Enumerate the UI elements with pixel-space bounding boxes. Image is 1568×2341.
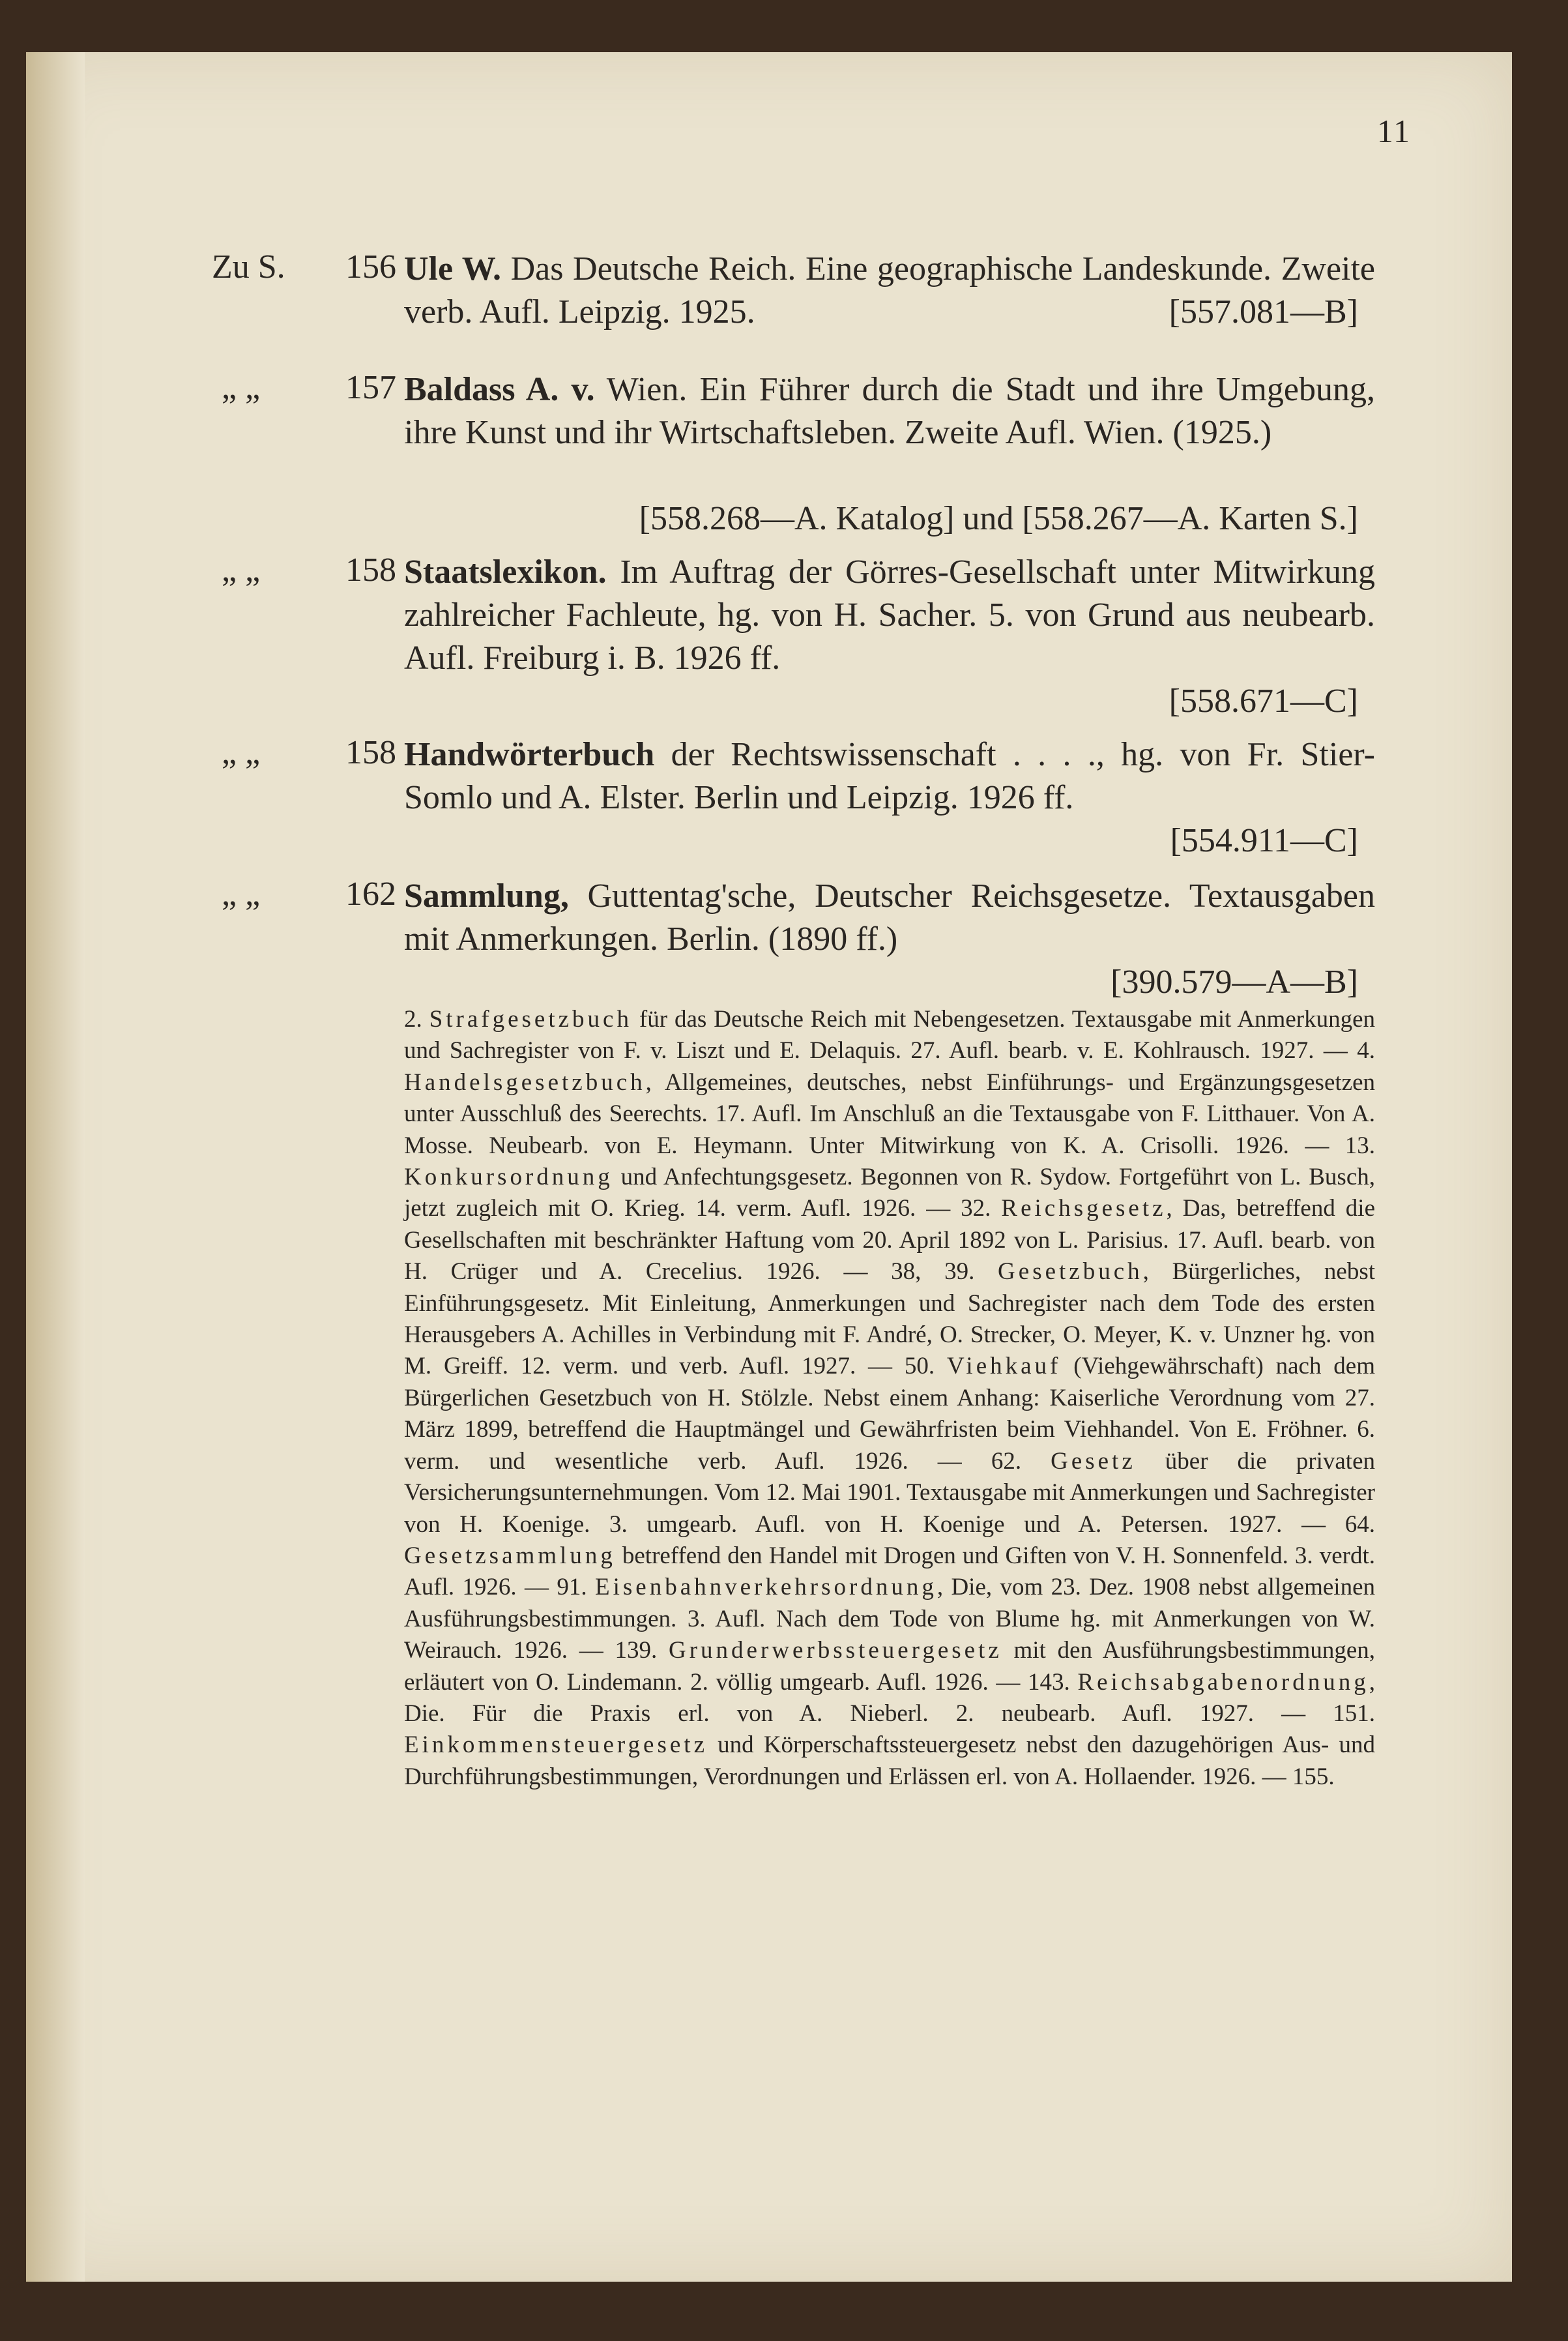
book-page — [26, 52, 1512, 2282]
contents-text: , Die. Für die Praxis erl. von A. Nieberl. 2. neubearb. Aufl. 1927. — 151. — [404, 1668, 1375, 1727]
entry-description: Das Deutsche Reich. Eine geographische Landeskunde. Zweite verb. Aufl. Leipzig. 1925. — [404, 250, 1375, 331]
contents-text: betreffend den Handel mit Drogen und Giften von V. H. Sonnenfeld. 3. verdt. Aufl. 1926. — 91. — [404, 1542, 1375, 1601]
contents-title: Strafgesetzbuch — [429, 1006, 632, 1033]
entry-text — [404, 875, 1375, 961]
contents-title: Gesetz — [1051, 1447, 1136, 1475]
entry-signature: [558.671—C] — [1169, 683, 1358, 720]
contents-text: mit den Ausführungsbestimmungen, erläutert von O. Lindemann. 2. völlig umgearb. Aufl. 1926. — 143. — [404, 1637, 1375, 1696]
contents-text: (Viehgewährschaft) nach dem Bürgerlichen Gesetzbuch von H. Stölzle. Nebst einem Anhang: Kaiserliche Verordnung vom 27. März 1899, betreffend die Hauptmängel und Gewährfristen beim Viehhandel. Von E. Fröhner. 6. verm. und wesentliche verb. Aufl. 1926. — 62. — [404, 1353, 1375, 1475]
contents-title: Reichsabgabenordnung — [1077, 1668, 1369, 1696]
entry-page-reference: 158 — [345, 734, 396, 771]
entry-reference: „ „ — [222, 552, 261, 589]
entry-description: der Rechtswissenschaft . . . ., hg. von Fr. Stier-Somlo und A. Elster. Berlin und Leipzig. 1926 ff. — [404, 736, 1375, 816]
contents-title: Viehkauf — [946, 1353, 1062, 1380]
entry-description: Guttentag'sche, Deutscher Reichsgesetze. Textausgaben mit Anmerkungen. Berlin. (1890 ff.) — [404, 877, 1375, 958]
entry-page-reference: 156 — [345, 248, 396, 286]
entry-title: Ule W. — [404, 250, 501, 287]
contents-title: Konkursordnung — [404, 1164, 613, 1191]
contents-title: Gesetzsammlung — [404, 1542, 616, 1569]
entry-signature: [554.911—C] — [1170, 822, 1358, 859]
entry-page-reference: 157 — [345, 369, 396, 406]
contents-text: 2. — [404, 1006, 429, 1033]
contents-text: , Das, betreffend die Gesellschaften mit beschränkter Haftung vom 20. April 1892 von L. Parisius. 17. Aufl. bearb. von H. Crüger und A. Crecelius. 1926. — 38, 39. — [404, 1195, 1375, 1286]
contents-text: und Körperschaftssteuergesetz nebst den dazugehörigen Aus- und Durchführungsbestimmungen, Verordnungen und Erlässen erl. von A. Hollaender. 1926. — 155. — [404, 1731, 1375, 1790]
entry-description: Wien. Ein Führer durch die Stadt und ihre Umgebung, ihre Kunst und ihr Wirtschaftsleben. Zweite Aufl. Wien. (1925.) — [404, 371, 1375, 451]
contents-text: , Bürgerliches, nebst Einführungsgesetz. Mit Einleitung, Anmerkungen und Sachregister nach dem Tode des ersten Herausgebers A. Achilles in Verbindung mit F. André, O. Strecker, O. Meyer, K. v. Unzner hg. von M. Greiff. 12. verm. und verb. Aufl. 1927. — 50. — [404, 1258, 1375, 1380]
entry-text — [404, 551, 1375, 680]
entry-signature: [557.081—B] — [1169, 293, 1358, 331]
contents-title: Handelsgesetzbuch — [404, 1068, 646, 1096]
entry-page-reference: 158 — [345, 552, 396, 589]
contents-text: , Die, vom 23. Dez. 1908 nebst allgemeinen Ausführungsbestimmungen. 3. Aufl. Nach dem Tode von Blume hg. mit Anmerkungen von W. Weirauch. 1926. — 139. — [404, 1574, 1375, 1664]
contents-title: Gesetzbuch — [998, 1258, 1143, 1286]
contents-text: , Allgemeines, deutsches, nebst Einführungs- und Ergänzungsgesetzen unter Ausschluß des Seerechts. 17. Aufl. Im Anschluß an die Textausgabe von F. Litthauer. Von A. Mosse. Neubearb. von E. Heymann. Unter Mitwirkung von K. A. Crisolli. 1926. — 13. — [404, 1068, 1375, 1159]
contents-text: und Anfechtungsgesetz. Begonnen von R. Sydow. Fortgeführt von L. Busch, jetzt zugleich mit O. Krieg. 14. verm. Aufl. 1926. — 32. — [404, 1164, 1375, 1222]
entry-description: Im Auftrag der Görres-Gesellschaft unter Mitwirkung zahlreicher Fachleute, hg. von H. Sacher. 5. von Grund aus neubearb. Aufl. Freiburg i. B. 1926 ff. — [404, 553, 1375, 677]
page-number: 11 — [1376, 113, 1411, 149]
contents-title: Grunderwerbssteuergesetz — [669, 1637, 1002, 1664]
entry-reference: „ „ — [222, 876, 261, 913]
series-contents-list — [404, 1004, 1375, 1793]
entry-page-reference: 162 — [345, 876, 396, 913]
entry-title: Sammlung, — [404, 877, 569, 915]
contents-title: Eisenbahnverkehrsordnung — [595, 1574, 937, 1601]
contents-text: für das Deutsche Reich mit Nebengesetzen. Textausgabe mit Anmerkungen und Sachregister von F. v. Liszt und E. Delaquis. 27. Aufl. bearb. v. E. Kohlrausch. 1927. — 4. — [404, 1006, 1376, 1065]
contents-title: Reichsgesetz — [1001, 1195, 1167, 1222]
entry-text — [404, 368, 1375, 454]
entry-signature: [390.579—A—B] — [1111, 964, 1358, 1001]
page-gutter — [26, 52, 85, 2282]
entry-reference: „ „ — [222, 734, 261, 771]
contents-title: Einkommensteuergesetz — [404, 1731, 708, 1759]
entry-reference: Zu S. — [212, 248, 285, 286]
entry-title: Handwörterbuch — [404, 736, 655, 773]
entry-reference: „ „ — [222, 369, 261, 406]
entry-text — [404, 733, 1375, 819]
entry-title: Staatslexikon. — [404, 553, 607, 591]
entry-signature: [558.268—A. Katalog] und [558.267—A. Karten S.] — [639, 500, 1358, 537]
contents-text: über die privaten Versicherungsunternehmungen. Vom 12. Mai 1901. Textausgabe mit Anmerkungen und Sachregister von H. Koenige. 3. umgearb. Aufl. von H. Koenige und A. Petersen. 1927. — 64. — [404, 1447, 1375, 1538]
entry-title: Baldass A. v. — [404, 371, 595, 408]
